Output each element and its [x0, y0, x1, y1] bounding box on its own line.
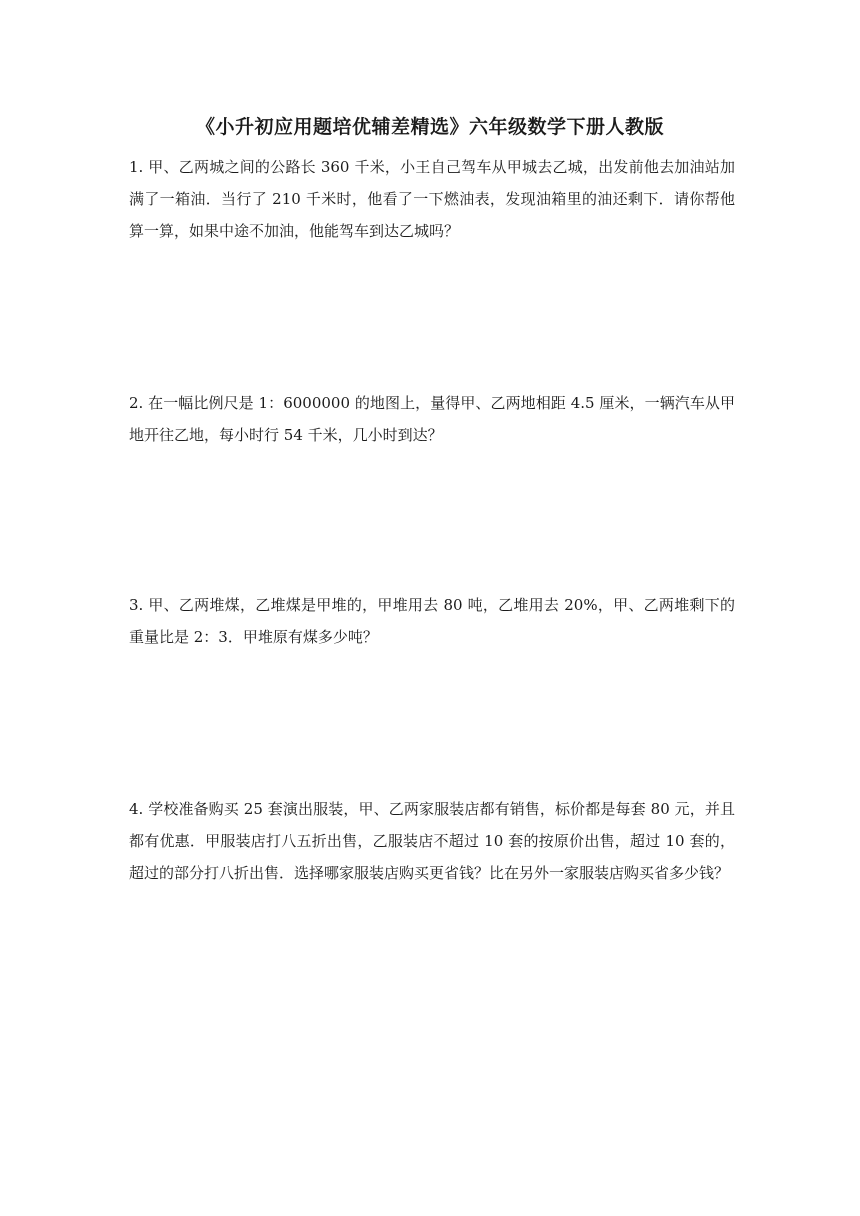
question-4: 4. 学校准备购买 25 套演出服装，甲、乙两家服装店都有销售，标价都是每套 80 元，并且都有优惠．甲服装店打八五折出售，乙服装店不超过 10 套的按原价出售，超过 10 套的，超过的部分打八折出售．选择哪家服装店购买更省钱？比在另外一家服装店购买省多少钱？ — [129, 800, 735, 882]
question-2: 2. 在一幅比例尺是 1：6000000 的地图上，量得甲、乙两地相距 4.5 厘米，一辆汽车从甲地开往乙地，每小时行 54 千米，几小时到达？ — [129, 394, 735, 444]
page-title: 《小升初应用题培优辅差精选》六年级数学下册人教版 — [195, 116, 664, 138]
question-3: 3. 甲、乙两堆煤，乙堆煤是甲堆的，甲堆用去 80 吨，乙堆用去 20%，甲、乙两堆剩下的重量比是 2：3．甲堆原有煤多少吨？ — [129, 596, 735, 646]
question-1: 1. 甲、乙两城之间的公路长 360 千米，小王自己驾车从甲城去乙城，出发前他去加油站加满了一箱油．当行了 210 千米时，他看了一下燃油表，发现油箱里的油还剩下．请你帮他算一算，如果中途不加油，他能驾车到达乙城吗？ — [129, 158, 735, 240]
